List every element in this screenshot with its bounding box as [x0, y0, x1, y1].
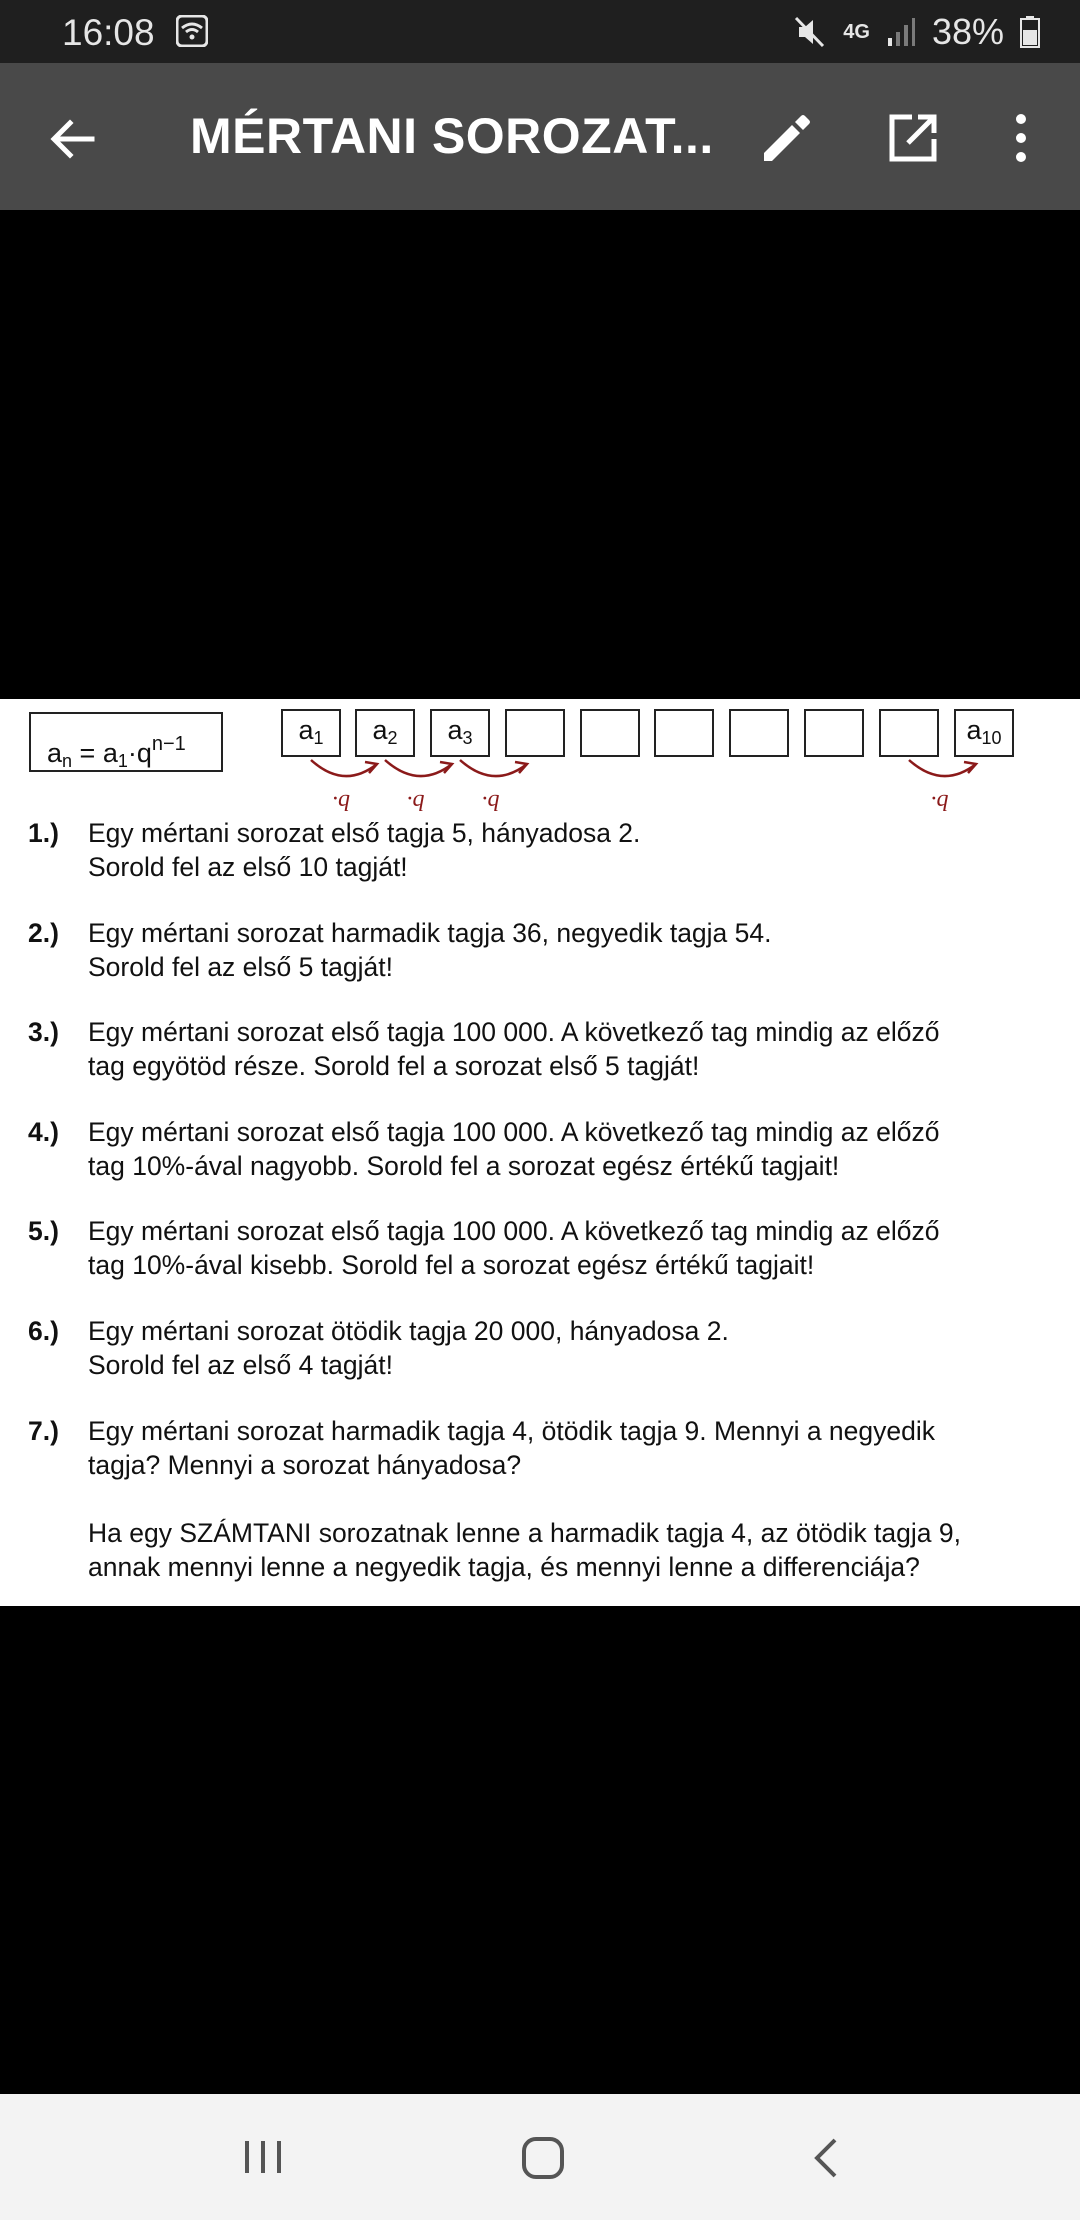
wifi-icon: [176, 15, 208, 47]
sequence-cell: [879, 709, 939, 757]
problem-line: tagja? Mennyi a sorozat hányadosa?: [88, 1449, 522, 1480]
battery-percent: 38%: [931, 11, 1004, 52]
formula-a: a: [47, 738, 63, 768]
signal-icon: [886, 16, 916, 48]
edit-pencil-icon[interactable]: [756, 109, 814, 167]
problem-text: [88, 1315, 1068, 1382]
open-external-icon[interactable]: [884, 109, 942, 167]
problem-line: tag 10%-ával nagyobb. Sorold fel a sorozat egész értékű tagjait!: [88, 1150, 840, 1181]
problem-line: Egy mértani sorozat első tagja 100 000. A következő tag mindig az előző: [88, 1117, 940, 1147]
problem-line: tag 10%-ával kisebb. Sorold fel a sorozat egész értékű tagjait!: [88, 1249, 815, 1280]
problem-line: Sorold fel az első 10 tagját!: [88, 851, 408, 882]
cell-subscript: 2: [387, 728, 398, 748]
more-vert-icon[interactable]: [1000, 109, 1042, 167]
cell-subscript: 3: [462, 728, 473, 748]
cell-subscript: 10: [981, 728, 1002, 748]
mute-icon: [793, 15, 827, 49]
problem-line: Egy mértani sorozat első tagja 100 000. A következő tag mindig az előző: [88, 1017, 940, 1047]
extra-line: annak mennyi lenne a negyedik tagja, és mennyi lenne a differenciája?: [88, 1551, 920, 1582]
back-arrow-icon[interactable]: [44, 111, 100, 167]
problem-line: tag egyötöd része. Sorold fel a sorozat első 5 tagját!: [88, 1050, 700, 1081]
network-4g-icon: 4G: [843, 21, 870, 43]
problem-text: [88, 1215, 1068, 1282]
problem-text: [88, 1016, 1068, 1083]
status-time: 16:08: [62, 12, 155, 53]
sequence-cell: [954, 709, 1014, 757]
problem-text: [88, 817, 1068, 884]
problem-number: 2.): [28, 918, 59, 948]
problem-line: Egy mértani sorozat első tagja 5, hányadosa 2.: [88, 818, 641, 848]
sequence-cell: [355, 709, 415, 757]
sequence-cell: [654, 709, 714, 757]
cell-subscript: 1: [313, 728, 324, 748]
problem-line: Egy mértani sorozat ötödik tagja 20 000, hányadosa 2.: [88, 1316, 729, 1346]
multiplier-arrows: [0, 754, 1080, 814]
problem-line: Sorold fel az első 5 tagját!: [88, 951, 393, 982]
recent-apps-icon[interactable]: [243, 2139, 283, 2175]
multiplier-label: ·q: [481, 786, 500, 812]
home-icon[interactable]: [521, 2136, 565, 2180]
cell-base: a: [966, 715, 982, 745]
worksheet-image: [0, 699, 1080, 1606]
status-bar: [0, 0, 1080, 63]
problem-number: 5.): [28, 1216, 59, 1246]
formula-exp: n−1: [151, 733, 186, 755]
sequence-cell: [505, 709, 565, 757]
cell-base: a: [372, 715, 388, 745]
formula-q: ·q: [127, 738, 152, 768]
multiplier-label: ·q: [930, 786, 949, 812]
formula-sub-n: n: [62, 751, 73, 771]
sequence-cell: [729, 709, 789, 757]
battery-icon: [1020, 16, 1040, 48]
sequence-cell: [580, 709, 640, 757]
extra-line: Ha egy SZÁMTANI sorozatnak lenne a harmadik tagja 4, az ötödik tagja 9,: [88, 1518, 961, 1548]
problem-number: 1.): [28, 818, 59, 848]
problem-number: 7.): [28, 1416, 59, 1446]
problem-line: Egy mértani sorozat harmadik tagja 36, negyedik tagja 54.: [88, 918, 772, 948]
cell-base: a: [447, 715, 463, 745]
problem-number: 4.): [28, 1117, 59, 1147]
problem-line: Egy mértani sorozat harmadik tagja 4, ötödik tagja 9. Mennyi a negyedik: [88, 1416, 935, 1446]
problem-text: [88, 1116, 1068, 1183]
multiplier-label: ·q: [406, 786, 425, 812]
back-icon[interactable]: [810, 2136, 840, 2180]
cell-base: a: [298, 715, 314, 745]
formula-eq: = a: [72, 738, 118, 768]
sequence-cell: [281, 709, 341, 757]
navigation-bar: [0, 2094, 1080, 2220]
problem-number: 6.): [28, 1316, 59, 1346]
formula-sub-1: 1: [117, 751, 128, 771]
sequence-cell: [804, 709, 864, 757]
problem-line: Egy mértani sorozat első tagja 100 000. A következő tag mindig az előző: [88, 1216, 940, 1246]
app-bar: [0, 63, 1080, 210]
problem-number: 3.): [28, 1017, 59, 1047]
page-title: MÉRTANI SOROZAT...: [190, 108, 714, 164]
multiplier-label: ·q: [332, 786, 350, 812]
sequence-cell: [430, 709, 490, 757]
problem-text: [88, 1415, 1068, 1482]
problem-text: [88, 917, 1068, 984]
problem-line: Sorold fel az első 4 tagját!: [88, 1349, 393, 1380]
